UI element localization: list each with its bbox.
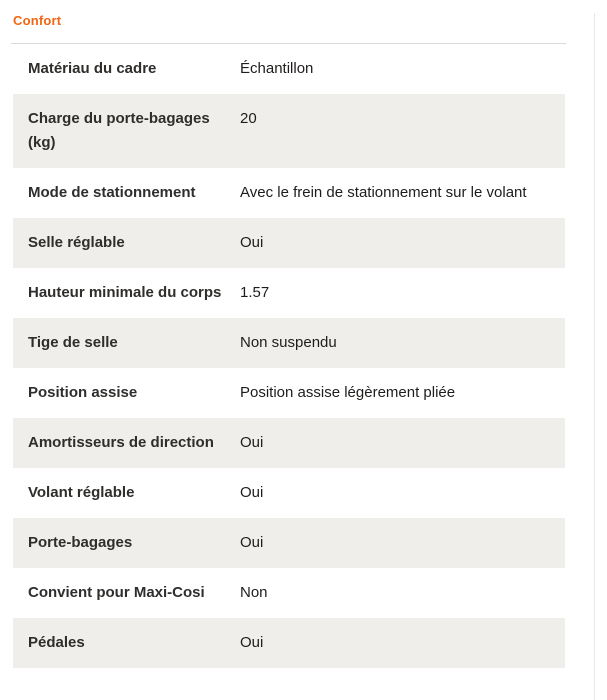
row-value: Oui bbox=[240, 234, 264, 251]
table-row bbox=[13, 268, 565, 318]
row-value: Oui bbox=[240, 534, 264, 551]
row-value: 20 bbox=[240, 110, 257, 127]
table-row bbox=[13, 168, 565, 218]
spec-table bbox=[13, 44, 565, 668]
row-value: 1.57 bbox=[240, 284, 270, 301]
row-value: Position assise légèrement pliée bbox=[240, 384, 456, 401]
row-label: Matériau du cadre bbox=[28, 60, 157, 77]
row-value: Oui bbox=[240, 634, 264, 651]
table-row bbox=[13, 94, 565, 168]
row-label: Charge du porte-bagages (kg) bbox=[28, 110, 210, 151]
row-label: Selle réglable bbox=[28, 234, 125, 251]
row-value: Oui bbox=[240, 434, 264, 451]
table-row bbox=[13, 618, 565, 668]
row-value: Non suspendu bbox=[240, 334, 337, 351]
row-label: Pédales bbox=[28, 634, 85, 651]
row-label: Convient pour Maxi-Cosi bbox=[28, 584, 205, 601]
section-title: Confort bbox=[13, 13, 62, 28]
table-row bbox=[13, 518, 565, 568]
table-row bbox=[13, 468, 565, 518]
row-value: Échantillon bbox=[240, 60, 314, 77]
row-label: Porte-bagages bbox=[28, 534, 133, 551]
row-label: Position assise bbox=[28, 384, 138, 401]
row-label: Mode de stationnement bbox=[28, 184, 196, 201]
table-row bbox=[13, 568, 565, 618]
table-row bbox=[13, 418, 565, 468]
right-column-border bbox=[594, 13, 595, 700]
table-row bbox=[13, 44, 565, 94]
row-label: Volant réglable bbox=[28, 484, 135, 501]
row-label: Hauteur minimale du corps bbox=[28, 284, 222, 301]
table-row bbox=[13, 368, 565, 418]
row-value: Non bbox=[240, 584, 268, 601]
row-value: Oui bbox=[240, 484, 264, 501]
row-label: Tige de selle bbox=[28, 334, 118, 351]
table-row bbox=[13, 318, 565, 368]
table-row bbox=[13, 218, 565, 268]
row-label: Amortisseurs de direction bbox=[28, 434, 214, 451]
row-value: Avec le frein de stationnement sur le volant bbox=[240, 184, 527, 201]
